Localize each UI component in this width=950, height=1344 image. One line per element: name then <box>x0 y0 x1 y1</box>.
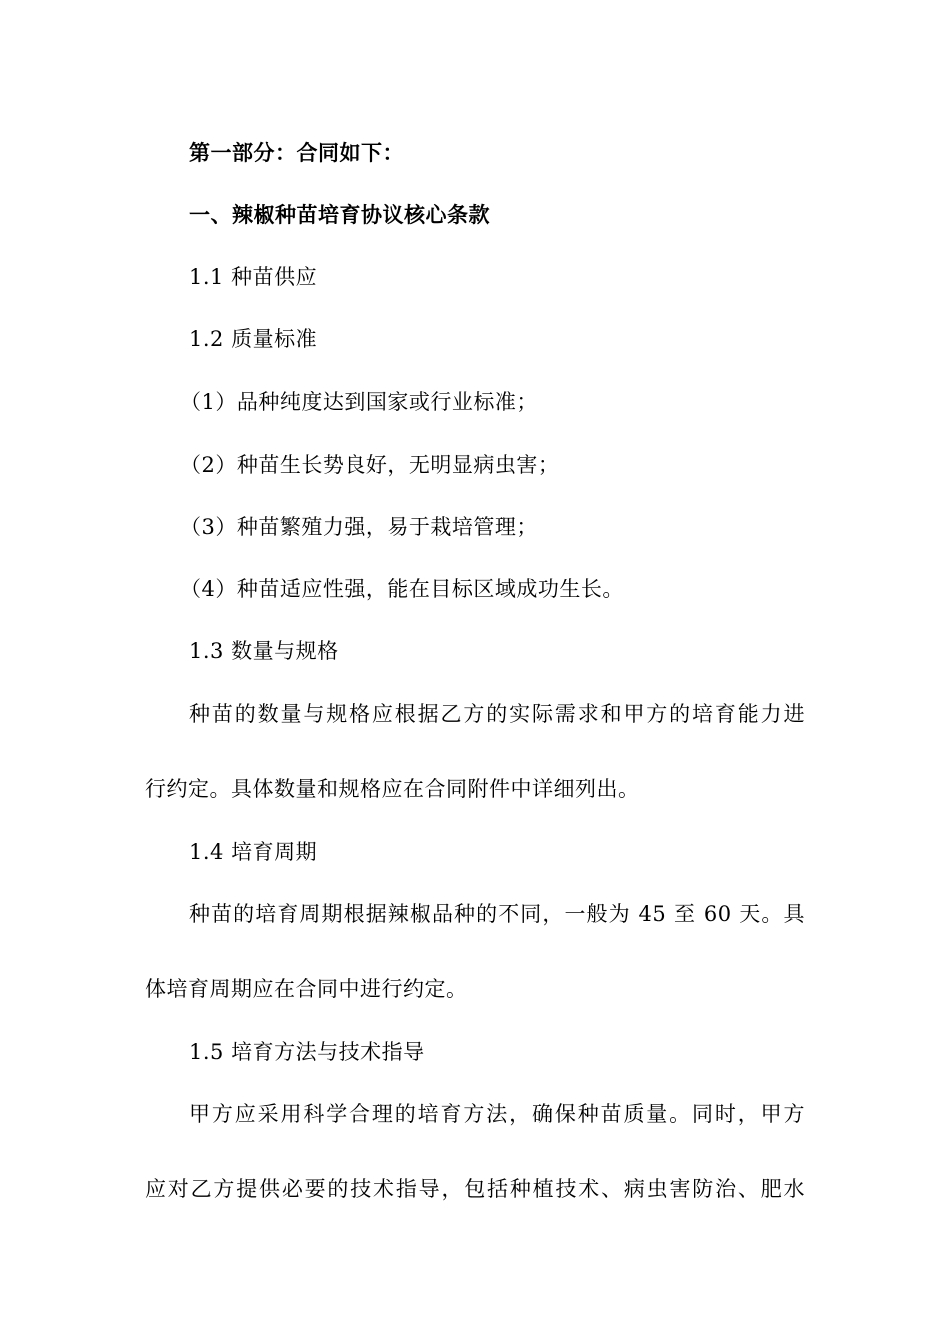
quality-item-2: （2）种苗生长势良好，无明显病虫害； <box>180 453 560 477</box>
quality-item-1: （1）品种纯度达到国家或行业标准； <box>180 390 538 414</box>
quality-item-4: （4）种苗适应性强，能在目标区域成功生长。 <box>180 577 624 601</box>
section-1-5-paragraph-line-1: 甲方应采用科学合理的培育方法，确保种苗质量。同时，甲方 <box>189 1102 805 1126</box>
section-heading: 一、辣椒种苗培育协议核心条款 <box>189 202 490 227</box>
quality-item-3: （3）种苗繁殖力强，易于栽培管理； <box>180 515 538 539</box>
section-1-4-paragraph-line-1: 种苗的培育周期根据辣椒品种的不同，一般为 45 至 60 天。具 <box>189 902 805 926</box>
section-1-4-title: 1.4 培育周期 <box>189 840 318 864</box>
section-1-3-paragraph-line-2: 行约定。具体数量和规格应在合同附件中详细列出。 <box>145 777 640 801</box>
section-1-5-title: 1.5 培育方法与技术指导 <box>189 1040 425 1064</box>
section-1-4-paragraph-line-2: 体培育周期应在合同中进行约定。 <box>145 977 468 1001</box>
section-1-3-paragraph-line-1: 种苗的数量与规格应根据乙方的实际需求和甲方的培育能力进 <box>189 702 805 726</box>
section-1-3-title: 1.3 数量与规格 <box>189 639 339 663</box>
section-1-5-paragraph-line-2: 应对乙方提供必要的技术指导，包括种植技术、病虫害防治、肥水 <box>145 1177 805 1201</box>
part-heading: 第一部分：合同如下： <box>189 140 404 165</box>
section-1-1-title: 1.1 种苗供应 <box>189 265 318 289</box>
section-1-2-title: 1.2 质量标准 <box>189 327 318 351</box>
